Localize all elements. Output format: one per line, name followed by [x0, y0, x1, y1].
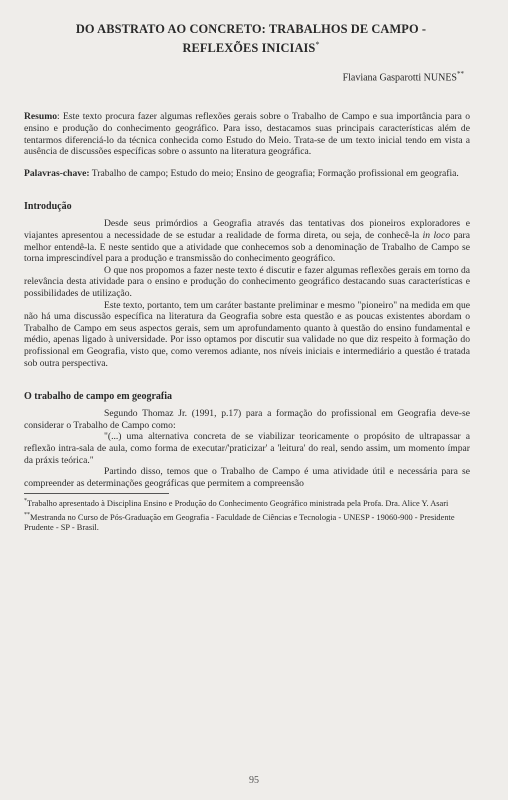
title-line-1: DO ABSTRATO AO CONCRETO: TRABALHOS DE CAMPO -: [75, 22, 427, 36]
section-2-paragraph-1: Segundo Thomaz Jr. (1991, p.17) para a formação do profissional em Geografia deve-se considerar o Trabalho de Campo como:: [24, 408, 470, 431]
intro-p1-italic: in loco: [422, 230, 451, 242]
footnote-2-text: Mestranda no Curso de Pós-Graduação em Geografia - Faculdade de Ciências e Tecnologia - UNESP - 19060-900 - Presidente Prudente - SP - Brasil.: [24, 512, 455, 533]
footnote-2-mark: **: [24, 511, 30, 518]
footnote-1-mark: *: [24, 498, 27, 505]
footnote-divider: [24, 493, 169, 494]
footnote-2: [24, 510, 470, 534]
intro-heading: Introdução: [24, 201, 72, 213]
section-2-paragraph-2: Partindo disso, temos que o Trabalho de Campo é uma atividade útil e necessária para se compreender as determinações geográficas que permitem a compreensão: [24, 466, 470, 489]
intro-paragraph-2: O que nos propomos a fazer neste texto é discutir e fazer algumas reflexões gerais em torno da relevância desta atividade para o ensino e produção do conhecimento geográfico destacando suas características e possibilidades de utilização.: [24, 264, 470, 299]
title-line-2: REFLEXÕES INICIAIS: [182, 41, 316, 56]
intro-paragraph-3: Este texto, portanto, tem um caráter bastante preliminar e mesmo "pioneiro" na medida em que não há uma discussão específica na literatura da Geografia sobre esta questão e as poucas existentes abordam o Trabalho de Campo em seus aspectos gerais, sem um aprofundamento quanto à questão do ensino fundamental e médio, apenas ligado à universidade. Por isso optamos por discutir sua validade no que diz respeito à formação do profissional em Geografia, visto que, como veremos adiante, nos níveis iniciais e intermediário a questão é tratada sob outra perspectiva.: [24, 299, 470, 369]
author-footnote-mark: **: [457, 70, 464, 79]
footnote-1-text: Trabalho apresentado à Disciplina Ensino e Produção do Conhecimento Geográfico ministrada pela Profa. Dra. Alice Y. Asari: [27, 499, 449, 509]
intro-p1-text-b: para melhor entendê-la. E neste sentido que a atividade que conhecemos sob a denominação de Trabalho de Campo se torna imprescindível para a produção e transmissão do conhecimento geográfico.: [24, 230, 470, 265]
keywords-text: Trabalho de campo; Estudo do meio; Ensino de geografia; Formação profissional em geografia.: [89, 167, 459, 179]
keywords-paragraph: [24, 168, 470, 180]
page-number: 95: [249, 775, 259, 786]
author-line: [24, 70, 464, 83]
abstract-paragraph: [24, 111, 470, 157]
article-title: [24, 22, 470, 56]
intro-p1-text-a: Desde seus primórdios a Geografia através das tentativas dos pioneiros exploradores e viajantes apresentou a necessidade de se estudar a realidade de forma direta, ou seja, de conhecê-la: [24, 218, 470, 242]
title-footnote-mark: *: [315, 40, 320, 49]
abstract-label: Resumo: [24, 111, 58, 123]
footnote-1: [24, 496, 470, 509]
section-2-heading: O trabalho de campo em geografia: [24, 391, 173, 403]
block-quote: "(...) uma alternativa concreta de se viabilizar teoricamente o propósito de ultrapassar a reflexão intra-sala de aula, como forma de executar/'praticizar' a 'leitura' do real, sendo assim, um momento ímpar da práxis teórica.": [24, 431, 470, 466]
abstract-text: : Este texto procura fazer algumas reflexões gerais sobre o Trabalho de Campo e sua importância para o ensino e produção do conhecimento geográfico. Para isso, destacamos suas principais características além de tentarmos diferenciá-lo da técnica conhecida como Estudo do Meio. Trata-se de um texto inicial tendo em vista a ausência de discussões específicas sobre o assunto na literatura geográfica.: [24, 111, 470, 158]
author-name: Flaviana Gasparotti NUNES: [342, 72, 457, 84]
intro-paragraph-1: [24, 218, 470, 264]
keywords-label: Palavras-chave:: [24, 167, 90, 179]
